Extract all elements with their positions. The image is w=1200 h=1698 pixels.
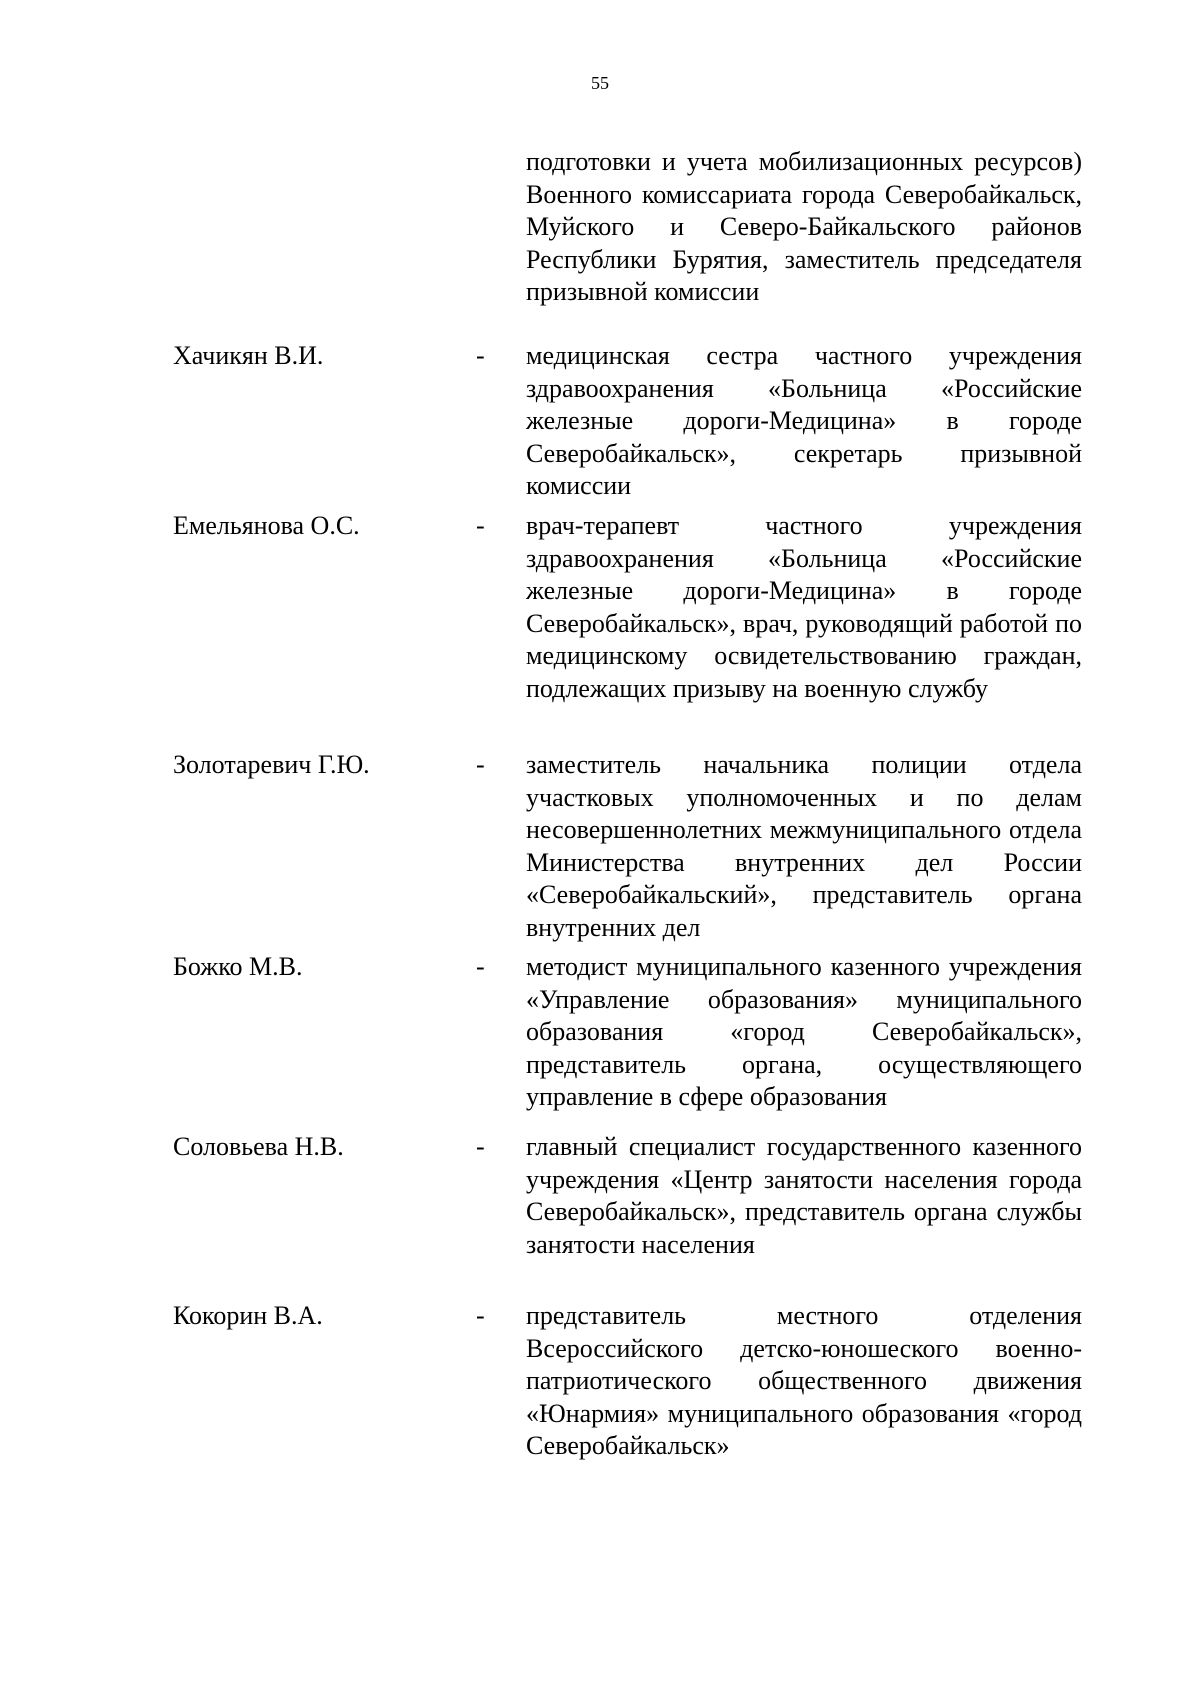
page-number: 55 [591,73,609,93]
member-dash: - [476,952,485,981]
member-name: Золотаревич Г.Ю. [173,750,370,779]
member-description: врач-терапевт частного учреждения здравоохранения «Больница «Российские железные дороги-Медицина» в городе Северобайкальск», врач, руководящий работой по медицинскому освидетельствованию граждан, подлежащих призыву на военную службу [526,511,1082,703]
member-dash: - [476,1132,485,1161]
continuation-description: подготовки и учета мобилизационных ресурсов) Военного комиссариата города Северобайкальск, Муйского и Северо-Байкальского районов Республики Бурятия, заместитель председателя призывной комиссии [526,147,1082,306]
member-name: Хачикян В.И. [173,341,324,370]
member-dash: - [476,1301,485,1330]
member-description: методист муниципального казенного учреждения «Управление образования» муниципального образования «город Северобайкальск», представитель органа, осуществляющего управление в сфере образования [526,952,1082,1111]
member-description: представитель местного отделения Всероссийского детско-юношеского военно-патриотического общественного движения «Юнармия» муниципального образования «город Северобайкальск» [526,1301,1082,1460]
member-description: главный специалист государственного казенного учреждения «Центр занятости населения города Северобайкальск», представитель органа службы занятости населения [526,1132,1082,1259]
member-name: Емельянова О.С. [173,511,360,540]
member-name: Кокорин В.А. [173,1301,323,1330]
member-dash: - [476,511,485,540]
member-dash: - [476,750,485,779]
member-description: заместитель начальника полиции отдела участковых уполномоченных и по делам несовершеннолетних межмуниципального отдела Министерства внутренних дел России «Северобайкальский», представитель органа внутренних дел [526,750,1082,942]
member-name: Божко М.В. [173,952,303,981]
member-name: Соловьева Н.В. [173,1132,344,1161]
member-dash: - [476,341,485,370]
member-description: медицинская сестра частного учреждения здравоохранения «Больница «Российские железные дороги-Медицина» в городе Северобайкальск», секретарь призывной комиссии [526,341,1082,500]
